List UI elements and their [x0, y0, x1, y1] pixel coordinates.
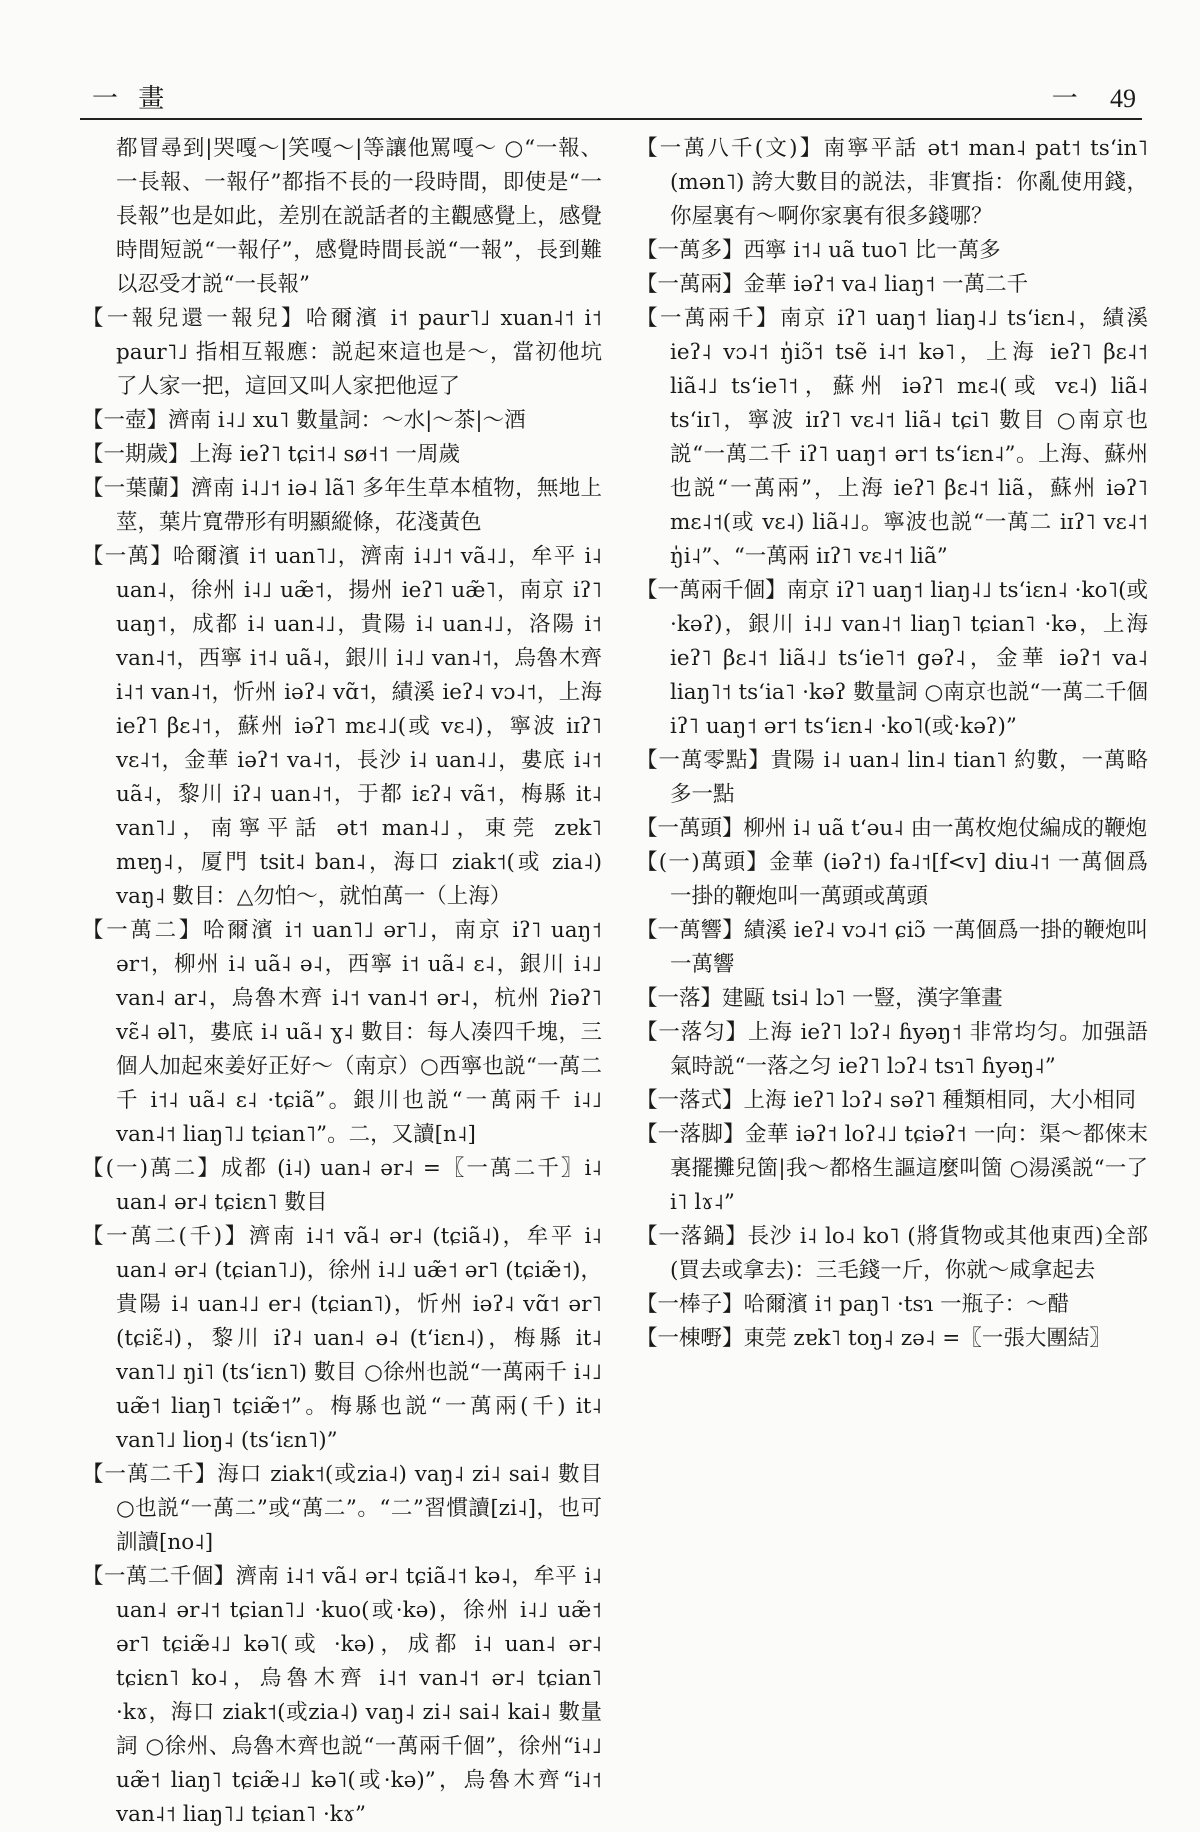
dictionary-entry: 【一萬零點】貴陽 i˨ uan˨ lin˨ tian˥ 約數，一萬略多一點 [636, 748, 1148, 807]
dictionary-entry: 【一落】建甌 tsi˨ lɔ˥ 一豎，漢字筆畫 [636, 986, 1003, 1011]
dictionary-entry: 【一萬兩】金華 iəʔ˦ va˨ liaŋ˦ 一萬二千 [636, 272, 1029, 297]
dictionary-entry: 【一萬頭】柳州 i˨ uã tʻəu˨ 由一萬枚炮仗編成的鞭炮 [636, 816, 1148, 841]
dictionary-entry: 【一落鍋】長沙 i˨ lo˨ ko˥ (將貨物或其他東西)全部(買去或拿去)：三毛錢一斤，你就～咸拿起去 [636, 1224, 1148, 1283]
dictionary-entry: 【一萬二千】海口 ziak˦(或zia˨) vaŋ˨ zi˨ sai˨ 數目 ○也説“一萬二”或“萬二”。“二”習慣讀[zi˨]，也可訓讀[no˨] [82, 1462, 602, 1555]
dictionary-entry: 【一萬兩千】南京 iʔ˥ uaŋ˦ liaŋ˨˩ tsʻiɛn˨，績溪 ieʔ˨ vɔ˨˦ ŋ̍iɔ̃˦ tsẽ i˨˦ kə˥，上海 ieʔ˥ βɛ˨˦ liã˨˩ tsʻie˥˦，蘇州 iəʔ˥ mɛ˨(或 vɛ˨) liã˨ tsʻiɪ˥，寧波 iɪʔ˥ vɛ˨˦ liã˨ tɕi˥ 數目 ○南京也説“一萬二千 iʔ˥ uaŋ˦ ər˦ tsʻiɛn˨”。上海、蘇州也説“一萬兩”，上海 ieʔ˥ βɛ˨˦ liã，蘇州 iəʔ˥ mɛ˨˦(或 vɛ˨) liã˨˩。寧波也説“一萬二 iɪʔ˥ vɛ˨˦ ŋ̍i˨”、“一萬兩 iɪʔ˥ vɛ˨˦ liã” [636, 306, 1148, 569]
dictionary-entry: 【一葉蘭】濟南 i˨˩˦ iə˨ lã˥ 多年生草本植物，無地上莖，葉片寬帶形有明顯縱條，花淺黃色 [82, 476, 602, 535]
dictionary-entry: 【一萬】哈爾濱 i˦ uan˥˩，濟南 i˨˩˦ vã˨˩，牟平 i˨ uan˨，徐州 i˨˩ uæ̃˦，揚州 ieʔ˥ uæ̃˥，南京 iʔ˥ uaŋ˦，成都 i˨ uan˨˩，貴陽 i˨ uan˨˩，洛陽 i˦ van˨˦，西寧 i˦˨ uã˨，銀川 i˨˩ van˨˦，烏魯木齊 i˨˦ van˨˦，忻州 iəʔ˨ vɑ̃˦，績溪 ieʔ˨ vɔ˨˦，上海 ieʔ˥ βɛ˨˦，蘇州 iəʔ˥ mɛ˨˩(或 vɛ˨)，寧波 iɪʔ˥ vɛ˨˦，金華 iəʔ˦ va˨˦，長沙 i˨ uan˨˩，婁底 i˨˦ uã˨，黎川 iʔ˨ uan˨˦，于都 iɛʔ˨ vã˦，梅縣 it˨ van˥˩，南寧平話 ət˦ man˨˩，東莞 zɐk˥ mɐŋ˨，厦門 tsit˨ ban˨，海口 ziak˦(或 zia˨) vaŋ˨ 數目：△勿怕～，就怕萬一（上海） [82, 544, 602, 909]
dictionary-entry: 【一萬兩千個】南京 iʔ˥ uaŋ˦ liaŋ˨˩ tsʻiɛn˨ ·ko˥(或·kəʔ)，銀川 i˨˩ van˨˦ liaŋ˥ tɕian˥ ·kə，上海 ieʔ˥ βɛ˨˦ liã˨˩ tsʻie˥˦ gəʔ˨，金華 iəʔ˦ va˨ liaŋ˥˦ tsʻia˥ ·kəʔ 數量詞 ○南京也説“一萬二千個 iʔ˥ uaŋ˦ ər˦ tsʻiɛn˨ ·ko˥(或·kəʔ)” [636, 578, 1148, 739]
dictionary-entry: 【(一)萬頭】金華 (iəʔ˦) fa˨˦[f<v] diu˨˦ 一萬個爲一掛的鞭炮叫一萬頭或萬頭 [636, 850, 1148, 909]
dictionary-entry: 【一落匀】上海 ieʔ˥ lɔʔ˨ ɦyəŋ˦ 非常均匀。加强語氣時説“一落之匀 ieʔ˥ lɔʔ˨ tsɿ˥ ɦyəŋ˨” [636, 1020, 1148, 1079]
dictionary-entry: 【一期歲】上海 ieʔ˥ tɕi˦˨ sø˧˦ 一周歲 [82, 442, 461, 467]
dictionary-entry: 【一棒子】哈爾濱 i˦ paŋ˥ ·tsɿ 一瓶子：～醋 [636, 1292, 1070, 1317]
dictionary-entry: 【一壺】濟南 i˨˩ xu˥ 數量詞：～水|～茶|～酒 [82, 408, 526, 433]
dictionary-entry: 【一報兒還一報兒】哈爾濱 i˦ paur˥˩ xuan˨˦ i˦ paur˥˩ 指相互報應：説起來這也是～，當初他坑了人家一把，這回又叫人家把他逗了 [82, 306, 602, 399]
page-number: 49 [1110, 84, 1136, 113]
dictionary-entry: 【一萬二】哈爾濱 i˦ uan˥˩ ər˥˩，南京 iʔ˥ uaŋ˦ ər˦，柳州 i˨ uã˨ ə˨，西寧 i˦ uã˨ ɛ˨，銀川 i˨˩ van˨ ar˨，烏魯木齊 i˨˦ van˨˦ ər˨，杭州 ʔiəʔ˥ vɛ̃˨ əl˥，婁底 i˨ uã˨ ɣ˨ 數目：每人凑四千塊，三個人加起來姜好正好～（南京）○西寧也説“一萬二千 i˦˨ uã˨ ɛ˨ ·tɕiã”。銀川也説“一萬兩千 i˨˩ van˨˦ liaŋ˥˩ tɕian˥”。二，又讀[n˨] [82, 918, 602, 1147]
dictionary-entry: 【一萬二(千)】濟南 i˨˦ vã˨ ər˨ (tɕiã˨)，牟平 i˨ uan˨ ər˨ (tɕian˥˩)，徐州 i˨˩ uæ̃˦ ər˥ (tɕiæ̃˦)，貴陽 i˨ uan˨˩ er˨ (tɕian˥)，忻州 iəʔ˨ vɑ̃˦ ər˥ (tɕiɛ̃˨)，黎川 iʔ˨ uan˨ ə˨ (tʻiɛn˨)，梅縣 it˨ van˥˩ ŋi˥ (tsʻiɛn˥) 數目 ○徐州也説“一萬兩千 i˨˩ uæ̃˦ liaŋ˥ tɕiæ̃˦”。梅縣也説“一萬兩(千) it˨ van˥˩ lioŋ˨ (tsʻiɛn˥)” [82, 1224, 602, 1453]
entry-continuation: 都冒尋到|哭嘎～|笑嘎～|等讓他罵嘎～ ○“一報、一長報、一報仔”都指不長的一段時間，即使是“一長報”也是如此，差別在説話者的主觀感覺上，感覺時間短説“一報仔”，感覺時間長説“一報”，長到難以忍受才説“一長報” [116, 136, 602, 297]
running-header [80, 78, 1142, 120]
dictionary-entry: 【一棟嘢】東莞 zɐk˥ toŋ˨ zə˨ =〖一張大團結〗 [636, 1326, 1111, 1351]
dictionary-entry: 【一萬二千個】濟南 i˨˦ vã˨ ər˨ tɕiã˨˦ kə˨，牟平 i˨ uan˨ ər˨˦ tɕian˥˩ ·kuo(或·kə)，徐州 i˨˩ uæ̃˦ ər˥ tɕiæ̃˨˩ kə˥(或 ·kə)，成都 i˨ uan˨ ər˨ tɕiɛn˥ ko˨，烏魯木齊 i˨˦ van˨˦ ər˨ tɕian˥ ·kɤ，海口 ziak˦(或zia˨) vaŋ˨ zi˨ sai˨ kai˨ 數量詞 ○徐州、烏魯木齊也説“一萬兩千個”，徐州“i˨˩ uæ̃˦ liaŋ˥ tɕiæ̃˨˩ kə˥(或·kə)”，烏魯木齊“i˨˦ van˨˦ liaŋ˥˩ tɕian˥ ·kɤ” [82, 1564, 602, 1827]
dictionary-entry: 【一萬響】績溪 ieʔ˨ vɔ˨˦ ɕiɔ̃ 一萬個爲一掛的鞭炮叫一萬響 [636, 918, 1148, 977]
dictionary-entry: 【一落脚】金華 iəʔ˦ loʔ˨˩ tɕiəʔ˦ 一向：渠～都倈末裏擺攤兒箇|我～都格生謳這麼叫箇 ○湯溪説“一了 i˥ lɤ˨” [636, 1122, 1148, 1215]
section-title: 一 畫 [92, 84, 171, 114]
section-mark: 一 [1051, 84, 1078, 113]
page-number-block [1028, 78, 1136, 115]
dictionary-entry: 【(一)萬二】成都 (i˨) uan˨ ər˨ =〖一萬二千〗i˨ uan˨ ər˨ tɕiɛn˥ 數目 [82, 1156, 602, 1215]
left-column [82, 132, 602, 1827]
dictionary-entry: 【一萬多】西寧 i˦˨ uã tuo˥ 比一萬多 [636, 238, 1001, 263]
right-column [636, 132, 1148, 1684]
dictionary-entry: 【一落式】上海 ieʔ˥ lɔʔ˨ səʔ˥ 種類相同，大小相同 [636, 1088, 1137, 1113]
dictionary-entry: 【一萬八千(文)】南寧平話 ət˦ man˨ pat˦ tsʻin˥ (mən˥) 誇大數目的説法，非實指：你亂使用錢，你屋裏有～啊你家裏有很多錢哪？ [636, 136, 1148, 229]
